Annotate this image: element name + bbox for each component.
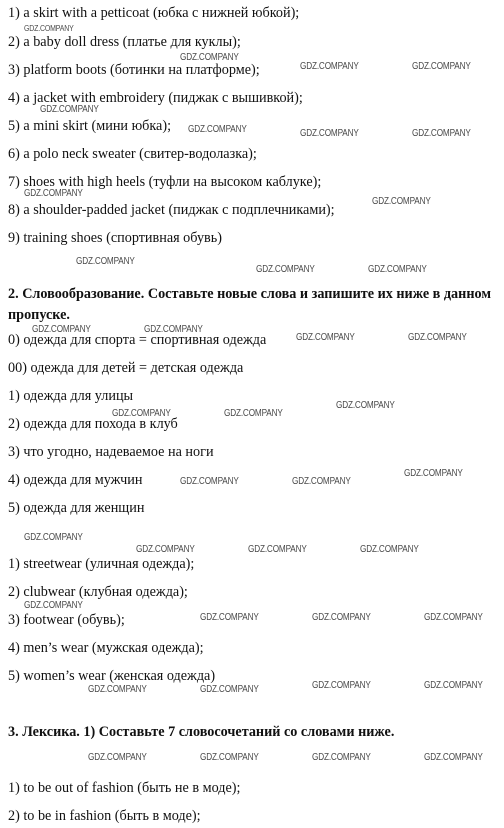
watermark: GDZ.COMPANY bbox=[360, 544, 419, 555]
item-line-7: 7) shoes with high heels (туфли на высоком каблуке); bbox=[8, 174, 322, 190]
watermark: GDZ.COMPANY bbox=[188, 124, 247, 135]
watermark: GDZ.COMPANY bbox=[292, 476, 351, 487]
watermark: GDZ.COMPANY bbox=[224, 408, 283, 419]
watermark: GDZ.COMPANY bbox=[88, 684, 147, 695]
watermark: GDZ.COMPANY bbox=[88, 752, 147, 763]
watermark: GDZ.COMPANY bbox=[368, 264, 427, 275]
watermark: GDZ.COMPANY bbox=[248, 544, 307, 555]
watermark: GDZ.COMPANY bbox=[24, 23, 74, 33]
section-heading-2: 2. Словообразование. Составьте новые слова и запишите их ниже в данном пропуске. bbox=[8, 286, 491, 323]
item-line-5: 5) a mini skirt (мини юбка); bbox=[8, 118, 172, 134]
task-line-00: 00) одежда для детей = детская одежда bbox=[8, 360, 244, 376]
watermark: GDZ.COMPANY bbox=[180, 476, 239, 487]
watermark: GDZ.COMPANY bbox=[312, 752, 371, 763]
item-line-9: 9) training shoes (спортивная обувь) bbox=[8, 230, 222, 246]
item-line-4: 4) a jacket with embroidery (пиджак с вышивкой); bbox=[8, 90, 303, 106]
watermark: GDZ.COMPANY bbox=[408, 332, 467, 343]
watermark: GDZ.COMPANY bbox=[112, 408, 171, 419]
watermark: GDZ.COMPANY bbox=[200, 612, 259, 623]
vocab-line-2: 2) to be in fashion (быть в моде); bbox=[8, 808, 201, 824]
answer-line-3: 3) footwear (обувь); bbox=[8, 612, 125, 628]
watermark: GDZ.COMPANY bbox=[300, 61, 359, 72]
watermark: GDZ.COMPANY bbox=[200, 752, 259, 763]
watermark: GDZ.COMPANY bbox=[76, 256, 135, 267]
watermark: GDZ.COMPANY bbox=[412, 128, 471, 139]
task-line-5: 5) одежда для женщин bbox=[8, 500, 145, 516]
watermark: GDZ.COMPANY bbox=[336, 400, 395, 411]
watermark: GDZ.COMPANY bbox=[24, 532, 83, 543]
watermark: GDZ.COMPANY bbox=[24, 600, 83, 611]
watermark: GDZ.COMPANY bbox=[256, 264, 315, 275]
answer-line-4: 4) men’s wear (мужская одежда); bbox=[8, 640, 204, 656]
watermark: GDZ.COMPANY bbox=[300, 128, 359, 139]
answer-line-2: 2) clubwear (клубная одежда); bbox=[8, 584, 188, 600]
task-line-3: 3) что угодно, надеваемое на ноги bbox=[8, 444, 214, 460]
task-line-4: 4) одежда для мужчин bbox=[8, 472, 143, 488]
watermark: GDZ.COMPANY bbox=[372, 196, 431, 207]
vocab-line-1: 1) to be out of fashion (быть не в моде); bbox=[8, 780, 241, 796]
item-line-8: 8) a shoulder-padded jacket (пиджак с подплечниками); bbox=[8, 202, 335, 218]
watermark: GDZ.COMPANY bbox=[412, 61, 471, 72]
watermark: GDZ.COMPANY bbox=[32, 324, 91, 335]
watermark: GDZ.COMPANY bbox=[312, 680, 371, 691]
task-line-1: 1) одежда для улицы bbox=[8, 388, 134, 404]
item-line-6: 6) a polo neck sweater (свитер-водолазка); bbox=[8, 146, 257, 162]
answer-line-5: 5) women’s wear (женская одежда) bbox=[8, 668, 216, 684]
task-line-2: 2) одежда для похода в клуб bbox=[8, 416, 178, 432]
watermark: GDZ.COMPANY bbox=[24, 188, 83, 199]
item-line-2: 2) a baby doll dress (платье для куклы); bbox=[8, 34, 241, 50]
watermark: GDZ.COMPANY bbox=[404, 468, 463, 479]
section-heading-3: 3. Лексика. 1) Составьте 7 словосочетаний со словами ниже. bbox=[8, 724, 395, 740]
task-line-0: 0) одежда для спорта = спортивная одежда bbox=[8, 332, 267, 348]
watermark: GDZ.COMPANY bbox=[136, 544, 195, 555]
watermark: GDZ.COMPANY bbox=[144, 324, 203, 335]
watermark: GDZ.COMPANY bbox=[424, 680, 483, 691]
watermark: GDZ.COMPANY bbox=[40, 104, 99, 115]
watermark: GDZ.COMPANY bbox=[424, 752, 483, 763]
watermark: GDZ.COMPANY bbox=[200, 684, 259, 695]
watermark: GDZ.COMPANY bbox=[312, 612, 371, 623]
item-line-1: 1) a skirt with a petticoat (юбка с нижней юбкой); bbox=[8, 5, 300, 21]
answer-line-1: 1) streetwear (уличная одежда); bbox=[8, 556, 195, 572]
watermark: GDZ.COMPANY bbox=[424, 612, 483, 623]
item-line-3: 3) platform boots (ботинки на платформе); bbox=[8, 62, 260, 78]
watermark: GDZ.COMPANY bbox=[180, 52, 239, 63]
watermark: GDZ.COMPANY bbox=[296, 332, 355, 343]
